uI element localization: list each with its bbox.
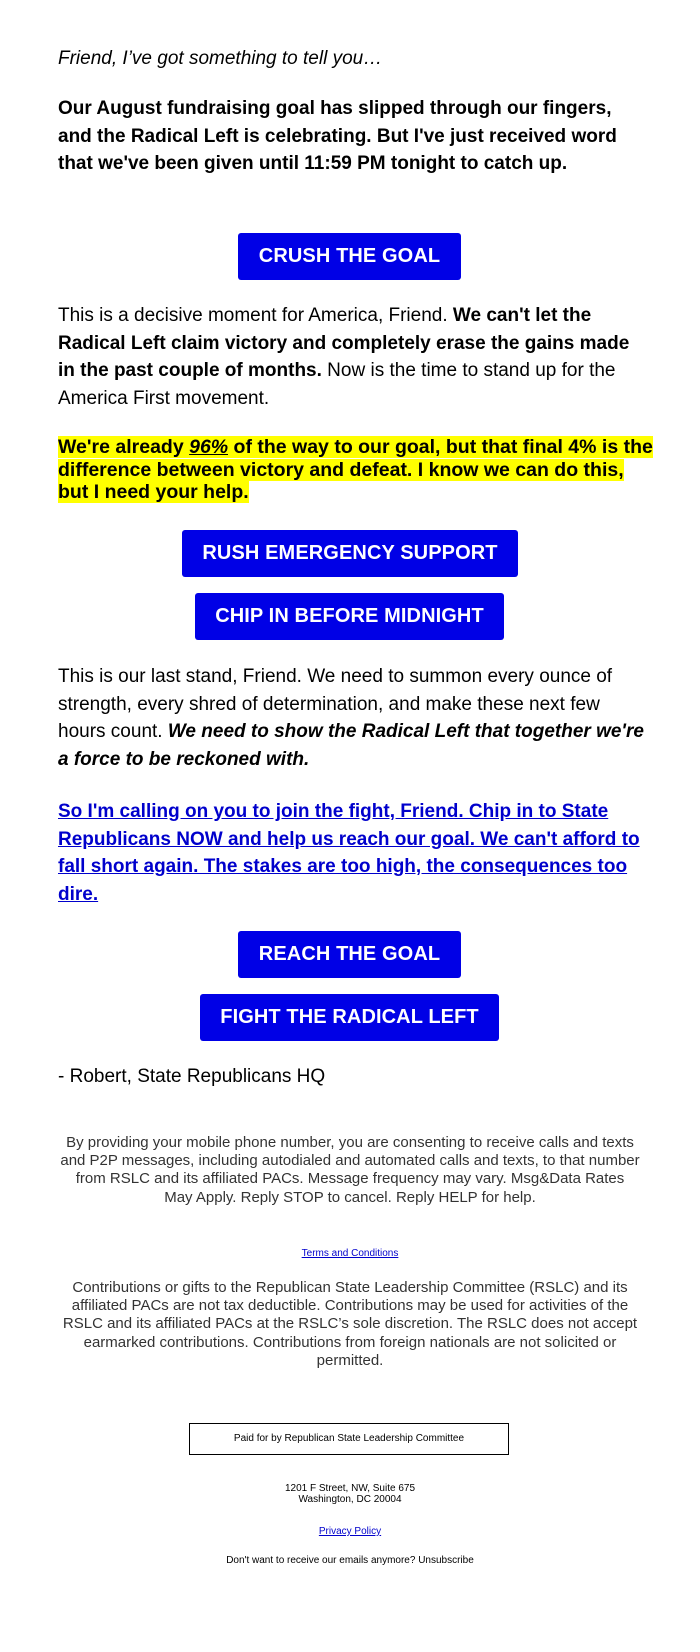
p4-italic: We need to show the Radical Left that together we're a force to be reckoned with.	[58, 721, 644, 770]
signature: - Robert, State Republicans HQ	[58, 1066, 326, 1087]
rush-emergency-support-button[interactable]: RUSH EMERGENCY SUPPORT	[182, 530, 518, 577]
p2-start: This is a decisive moment for America, Friend.	[58, 305, 453, 326]
join-fight-link[interactable]: So I'm calling on you to join the fight, Friend. Chip in to State Republicans NOW and help us reach our goal. We can't afford to fall short again. The stakes are too high, the consequences too dire.	[58, 801, 640, 905]
hl-end: of the way to our goal, but that final 4% is the difference between victory and defeat. I know we can do this, but I need your help.	[58, 436, 653, 503]
p2-end: Now is the time to stand up for the America First movement.	[58, 360, 616, 409]
reach-the-goal-button[interactable]: REACH THE GOAL	[238, 931, 461, 978]
paid-for-box: Paid for by Republican State Leadership Committee	[189, 1423, 509, 1455]
p2-bold: We can't let the Radical Left claim victory and completely erase the gains made in the past couple of months.	[58, 305, 630, 381]
percent-value: 96%	[189, 436, 229, 458]
privacy-policy-link[interactable]: Privacy Policy	[318, 1526, 382, 1537]
highlighted-paragraph	[58, 436, 658, 504]
contribution-disclaimer: Contributions or gifts to the Republican State Leadership Committee (RSLC) and its affiliated PACs are not tax deductible. Contributions may be used for activities of the RSLC and its affiliated PACs at the RSLC’s sole discretion. The RSLC does not accept earmarked contributions. Contributions from foreign nationals are not solicited or permitted.	[62, 1279, 638, 1369]
hl-start: We're already	[58, 436, 190, 458]
unsubscribe-text[interactable]: Don't want to receive our emails anymore? Unsubscribe	[226, 1555, 474, 1566]
crush-the-goal-button[interactable]: CRUSH THE GOAL	[238, 233, 461, 280]
address-line-2: Washington, DC 20004	[298, 1494, 402, 1505]
intro-paragraph: Our August fundraising goal has slipped through our fingers, and the Radical Left is celebrating. But I've just received word that we've been given until 11:59 PM tonight to catch up.	[58, 98, 617, 174]
p4-start: This is our last stand, Friend. We need to summon every ounce of strength, every shred of determination, and make these next few hours count.	[58, 666, 613, 742]
greeting: Friend, I’ve got something to tell you…	[58, 48, 383, 69]
address	[0, 1483, 700, 1505]
sms-disclaimer: By providing your mobile phone number, you are consenting to receive calls and texts and P2P messages, including autodialed and automated calls and texts, to that number from RSLC and its affiliated PACs. Message frequency may vary. Msg&Data Rates May Apply. Reply STOP to cancel. Reply HELP for help.	[60, 1134, 640, 1206]
fight-the-radical-left-button[interactable]: FIGHT THE RADICAL LEFT	[200, 994, 499, 1041]
last-stand-paragraph	[58, 663, 648, 773]
decisive-moment-paragraph	[58, 302, 648, 412]
terms-link[interactable]: Terms and Conditions	[301, 1248, 399, 1259]
address-line-1: 1201 F Street, NW, Suite 675	[284, 1483, 416, 1494]
chip-in-before-midnight-button[interactable]: CHIP IN BEFORE MIDNIGHT	[195, 593, 504, 640]
